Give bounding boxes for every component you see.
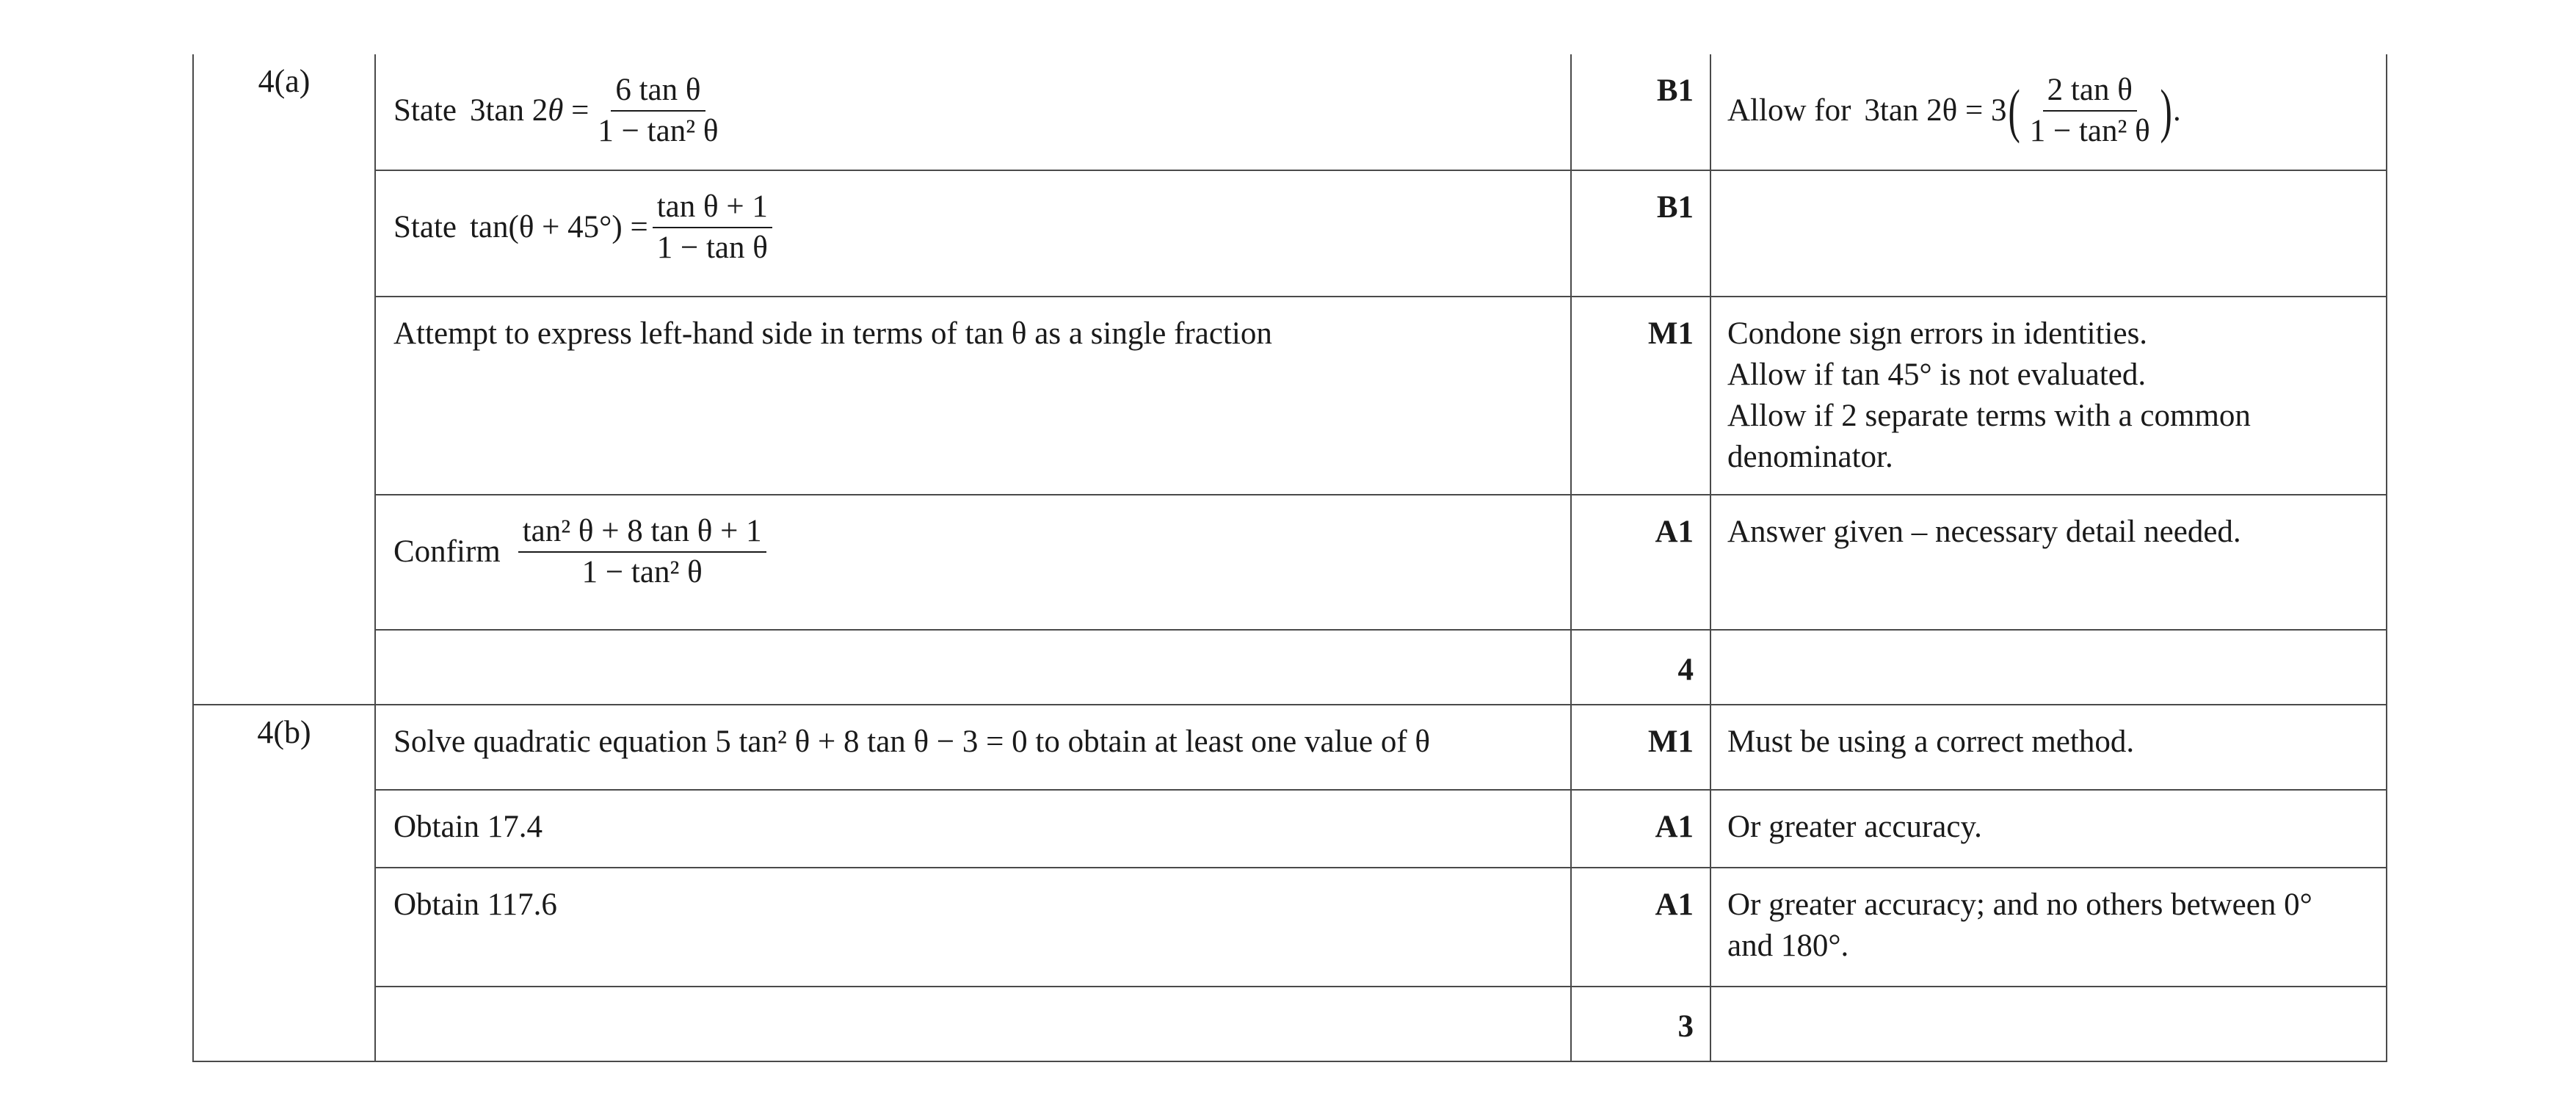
- answer-cell: [375, 297, 1571, 495]
- guidance-cell: [1710, 297, 2387, 495]
- table-row-total: [193, 630, 2387, 705]
- mark-cell: B1: [1571, 54, 1710, 170]
- answer-cell: Obtain 117.6: [375, 868, 1571, 987]
- guidance-cell: Must be using a correct method.: [1710, 705, 2387, 790]
- answer-cell: [375, 987, 1571, 1061]
- answer-cell: [375, 705, 1571, 790]
- table-row: [193, 868, 2387, 987]
- fraction-denominator: 1 − tan² θ: [581, 554, 703, 589]
- answer-cell: [375, 170, 1571, 297]
- table-row: [193, 170, 2387, 297]
- mark-cell: M1: [1571, 705, 1710, 790]
- answer-cell: Obtain 17.4: [375, 790, 1571, 868]
- guidance-fraction: [2025, 70, 2155, 151]
- mark-scheme-table: [192, 54, 2387, 1062]
- answer-end: to obtain at least one value of: [1035, 724, 1407, 759]
- answer-lhs: tan(θ + 45°) =: [469, 209, 648, 244]
- guidance-cell: Answer given – necessary detail needed.: [1710, 495, 2387, 630]
- right-paren-glyph: ): [2160, 76, 2172, 144]
- answer-cell: [375, 495, 1571, 630]
- mark-cell: B1: [1571, 170, 1710, 297]
- table-row-total: [193, 987, 2387, 1061]
- guidance-cell: [1710, 170, 2387, 297]
- guidance-cell: Or greater accuracy.: [1710, 790, 2387, 868]
- mark-cell: M1: [1571, 297, 1710, 495]
- answer-text: State: [393, 209, 457, 244]
- question-number: 4(b): [193, 705, 375, 1061]
- guidance-line: Condone sign errors in identities.: [1727, 316, 2148, 351]
- fraction-numerator: tan² θ + 8 tan θ + 1: [518, 512, 766, 553]
- mark-cell: A1: [1571, 495, 1710, 630]
- answer-cell: [375, 54, 1571, 170]
- total-mark: 4: [1571, 630, 1710, 705]
- answer-text: Attempt to express left-hand side in terms of: [393, 316, 957, 351]
- guidance-lhs: 3tan 2θ = 3: [1864, 92, 2007, 128]
- mark-cell: A1: [1571, 868, 1710, 987]
- table-row: [193, 297, 2387, 495]
- guidance-line: Allow if tan 45° is not evaluated.: [1727, 357, 2147, 392]
- guidance-line: denominator.: [1727, 439, 1893, 474]
- mark-cell: A1: [1571, 790, 1710, 868]
- answer-text: Solve quadratic equation: [393, 724, 708, 759]
- table-row: [193, 495, 2387, 630]
- question-number: 4(a): [193, 54, 375, 705]
- fraction-numerator: 2 tan θ: [2043, 70, 2137, 112]
- fraction-numerator: 6 tan θ: [611, 70, 705, 112]
- answer-lhs: 3tan 2θ =: [469, 92, 589, 128]
- fraction-denominator: 1 − tan θ: [656, 230, 768, 265]
- guidance-line: Or greater accuracy; and no others between 0°: [1727, 887, 2312, 922]
- answer-math: 5 tan² θ + 8 tan θ − 3 = 0: [715, 724, 1028, 759]
- guidance-end: .: [2172, 92, 2181, 128]
- answer-cell: [375, 630, 1571, 705]
- answer-end: as a single fraction: [1034, 316, 1272, 351]
- guidance-cell: [1710, 987, 2387, 1061]
- answer-var: θ: [1415, 724, 1431, 759]
- answer-text: State: [393, 92, 457, 128]
- guidance-text: Allow for: [1727, 92, 1851, 128]
- table-row: [193, 705, 2387, 790]
- answer-text: Confirm: [393, 534, 501, 569]
- fraction-denominator: 1 − tan² θ: [2029, 113, 2150, 148]
- guidance-line: Allow if 2 separate terms with a common: [1727, 398, 2251, 433]
- table-row: [193, 790, 2387, 868]
- table-row: [193, 54, 2387, 170]
- guidance-cell: [1710, 54, 2387, 170]
- guidance-cell: [1710, 630, 2387, 705]
- answer-fraction: [518, 512, 766, 592]
- fraction-numerator: tan θ + 1: [653, 187, 772, 228]
- guidance-line: and 180°.: [1727, 928, 1849, 963]
- answer-math: tan θ: [965, 316, 1027, 351]
- answer-fraction: [593, 70, 722, 151]
- fraction-denominator: 1 − tan² θ: [598, 113, 719, 148]
- left-paren-glyph: (: [2007, 76, 2020, 144]
- total-mark: 3: [1571, 987, 1710, 1061]
- guidance-cell: [1710, 868, 2387, 987]
- answer-fraction: [653, 187, 772, 268]
